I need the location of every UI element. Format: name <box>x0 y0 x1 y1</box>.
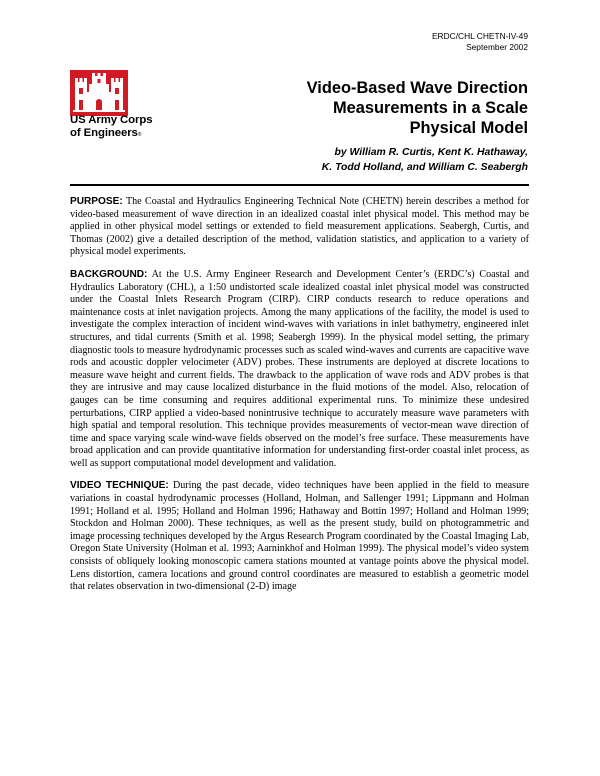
section-heading: VIDEO TECHNIQUE: <box>70 480 169 492</box>
document-number: ERDC/CHL CHETN-IV-49 <box>431 31 528 41</box>
document-header <box>432 31 528 53</box>
section-text: At the U.S. Army Engineer Research and Development Center’s (ERDC’s) Coastal and Hydraulics Laboratory (CHL), a 1:50 undistorted scale idealized coastal inlet physical model was constructed under the Coastal Inlets Research Program (CIRP). CIRP conducts research to reduce operations and maintenance costs at inlet navigation projects. Among the many applications of the facility, the model is used to investigate the complex interaction of incident wind-waves with variations in inlet bathymetry, engineered inlet structures, and tidal currents (Smith et al. 1998; Seabergh 1999). In the physical model setting, the primary diagnostic tools to measure hydrodynamic processes such as scaled wind-waves and currents are capacitive wave rods and acoustic doppler velocimeter (ADV) probes. These instruments are deployed at discrete locations to measure wave height and current fields. The drawback to the application of wave rods and ADV probes is that they are intrusive and may cause localized disturbance in the fluid motions of the model. Also, relocation of gauges can be time consuming and requires additional experimental runs. To minimize these undesired perturbations, CIRP applied a video-based nonintrusive technique to accurately measure wave parameters with high spatial and temporal resolution. This technique provides measurements of vector-mean wave direction of time and space varying scale wind-wave fields observed on the model’s free surface. These measurements have broad application and can provide quantitative information for understanding first-order coastal inlet process, as well as support computational model development and validation. <box>70 268 530 469</box>
authors-line2: K. Todd Holland, and William C. Seabergh <box>321 162 528 173</box>
authors-byline <box>322 145 528 175</box>
document-body <box>70 196 529 604</box>
organization-name <box>70 114 152 142</box>
background-paragraph <box>70 269 529 471</box>
authors-line1: by William R. Curtis, Kent K. Hathaway, <box>334 147 528 158</box>
section-heading: BACKGROUND: <box>70 268 148 280</box>
section-text: The Coastal and Hydraulics Engineering Technical Note (CHETN) herein describes a method for video-based measurement of wave direction in an idealized coastal inlet physical model. This method may be applied in other physical model settings or extended to field measurement applications. Seabergh, Curtis, and Thomas (2002) give a detailed description of the method, validation statistics, and application to a variety of physical model experiments. <box>70 196 529 258</box>
section-text: During the past decade, video techniques have been applied in the field to measure variations in coastal hydrodynamic processes (Holland, Holman, and Sallenger 1991; Lippmann and Holman 1991; Holland et al. 1995; Holland and Holman 1996; Hathaway and Bottin 1997; Holland and Holman 1999; Stockdon and Holman 2000). These techniques, as well as the present study, build on photogrammetric and image processing techniques developed by the Argus Research Program coordinated by the Coastal Imaging Lab, Oregon State University (Holman et al. 1993; Aarninkhof and Holman 1999). The physical model’s video system consists of obliquely looking monoscopic camera stations mounted at vantage points above the physical model. Lens distortion, camera locations and ground control coordinates are measured to establish a geometric model that relates observation in two-dimensional (2-D) image <box>70 480 529 593</box>
document-date: September 2002 <box>466 42 528 52</box>
title-line1: Video-Based Wave Direction <box>306 79 528 97</box>
document-title <box>307 78 528 138</box>
header-divider <box>70 184 529 186</box>
organization-name-line2: of Engineers <box>70 127 138 139</box>
section-heading: PURPOSE: <box>70 196 123 207</box>
usace-castle-logo <box>70 70 128 116</box>
registered-mark: ® <box>137 132 142 138</box>
organization-name-line1: US Army Corps <box>70 114 153 126</box>
purpose-paragraph <box>70 196 529 259</box>
video-technique-paragraph <box>70 480 529 593</box>
title-line2: Measurements in a Scale <box>333 99 528 117</box>
title-line3: Physical Model <box>409 119 528 137</box>
castle-icon <box>70 70 128 116</box>
